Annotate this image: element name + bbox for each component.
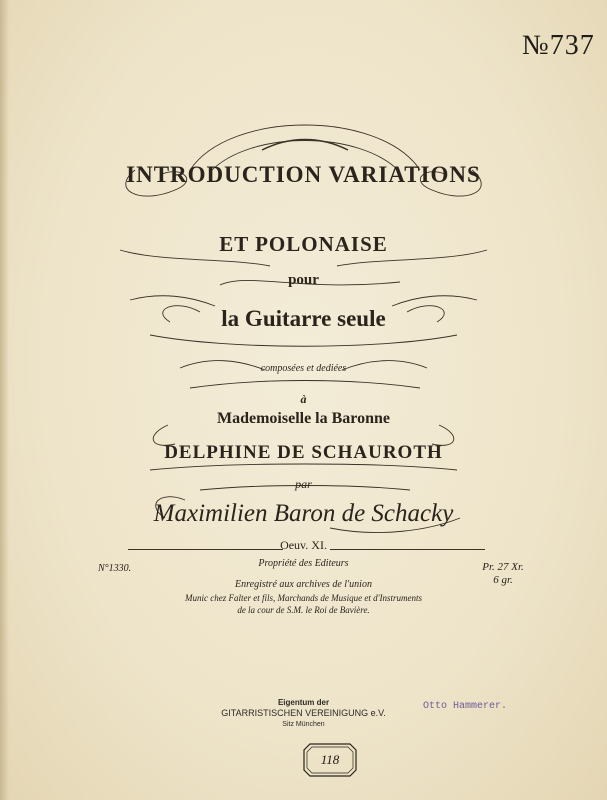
composer-name: Maximilien Baron de Schacky [153,500,454,527]
publisher-line-2: de la cour de S.M. le Roi de Bavière. [237,605,370,615]
instrument-text: la Guitarre seule [221,306,386,331]
plate-number: N°1330. [98,563,132,574]
opus-number: Oeuv. XI. [280,538,327,552]
publisher-line-1: Munic chez Falter et fils, Marchands de Musique et d'Instruments [184,593,423,603]
a-text: à [300,392,307,406]
dedicatee-name: DELPHINE DE SCHAUROTH [164,442,443,463]
title-line-2: ET POLONAISE [219,232,388,256]
pour-text: pour [288,272,319,288]
price-groschen: 6 gr. [493,574,513,586]
society-stamp-line-1: Eigentum der [277,698,330,707]
society-stamp [0,697,607,730]
par-text: par [295,477,312,491]
propriete-text: Propriété des Editeurs [258,558,349,569]
society-stamp-line-3: Sitz München [282,721,325,728]
society-stamp-line-2: GITARRISTISCHEN VEREINIGUNG e.V. [221,708,386,718]
composees-text: composées et dediées [260,363,347,374]
title-line-1: INTRODUCTION VARIATIONS [126,162,481,187]
owner-stamp: Otto Hammerer. [423,701,508,712]
catalog-number: №737 [522,30,595,61]
mademoiselle-text: Mademoiselle la Baronne [216,410,391,427]
enregistre-text: Enregistré aux archives de l'union [235,579,372,590]
price-kreuzer: Pr. 27 Xr. [482,561,524,573]
divider-right [330,549,485,550]
library-label-number: 118 [320,752,340,767]
